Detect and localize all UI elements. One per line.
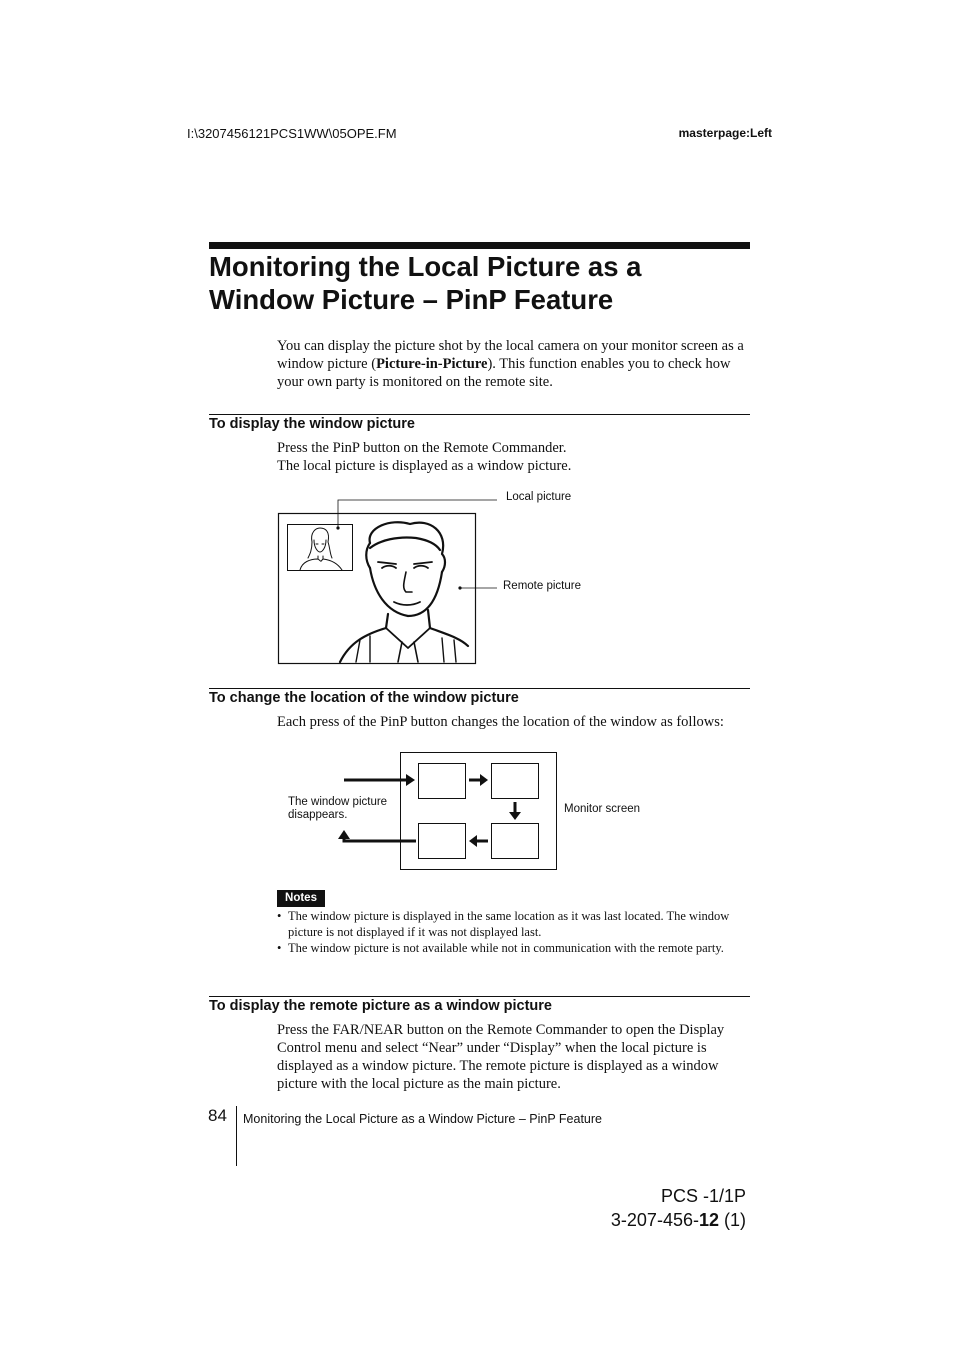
local-picture-label: Local picture [506,491,572,503]
doc-id-suffix: (1) [719,1210,746,1230]
window-bottom-right [492,824,539,859]
local-picture-dot [336,526,339,529]
intro-before: You can display the picture shot by the local camera on your monitor screen as a window picture ( [277,338,744,372]
window-disappears-label [288,796,387,822]
section1-heading: To display the window picture [209,416,415,432]
remote-picture-label: Remote picture [503,580,581,592]
window-disappears-line1: The window picture [288,796,388,808]
section2-heading: To change the location of the window picture [209,690,519,706]
notes-badge: Notes [277,890,325,907]
section1-line2: The local picture is displayed as a window picture. [277,458,572,474]
intro-after: ). This function enables you to check how your own party is monitored on the remote site. [277,356,731,390]
section3-text: Press the FAR/NEAR button on the Remote Commander to open the Display Control menu and select “Near” under “Display” when the local picture is displayed as a window picture. The remote picture is displayed as a window picture with the local picture as the main picture. [277,1022,725,1092]
page-title [209,250,769,316]
window-bottom-left [419,824,466,859]
title-bar [209,242,750,249]
window-top-left [419,764,466,799]
section2-rule [209,688,750,689]
arrow-out-head [338,830,350,839]
doc-id-line2 [540,1210,746,1231]
section1-text [277,439,755,475]
window-disappears-line2: disappears. [288,809,348,821]
page-number: 84 [208,1106,227,1125]
doc-id-line1: PCS -1/1P [660,1186,746,1206]
page-title-line2: Window Picture – PinP Feature [209,284,614,315]
section1-line1: Press the PinP button on the Remote Commander. [277,440,567,456]
section1-rule [209,414,750,415]
masterpage-label: masterpage:Left [678,126,772,140]
section3-rule [209,996,750,997]
intro-bold: Picture-in-Picture [376,356,488,372]
monitor-screen-label: Monitor screen [564,803,641,815]
footer-divider [236,1106,237,1166]
doc-id-bold: 12 [698,1210,719,1230]
page-title-line1: Monitoring the Local Picture as a [209,251,642,282]
window-top-right [492,764,539,799]
section3-heading: To display the remote picture as a window picture [209,998,552,1014]
pinp-window [288,525,353,571]
note-item: • The window picture is not available while not in communication with the remote party. [277,940,747,956]
doc-id-prefix: 3-207-456- [610,1210,699,1230]
running-title: Monitoring the Local Picture as a Window Picture – PinP Feature [243,1112,602,1126]
notes-list [277,908,747,956]
remote-picture-dot [458,586,461,589]
section2-text: Each press of the PinP button changes the location of the window as follows: [277,714,724,730]
intro-paragraph [277,337,755,391]
note-item: • The window picture is displayed in the same location as it was last located. The window picture is not displayed if it was not displayed last. [277,908,747,940]
file-path: I:\3207456121PCS1WW\05OPE.FM [187,126,397,141]
pinp-figure [270,488,610,670]
